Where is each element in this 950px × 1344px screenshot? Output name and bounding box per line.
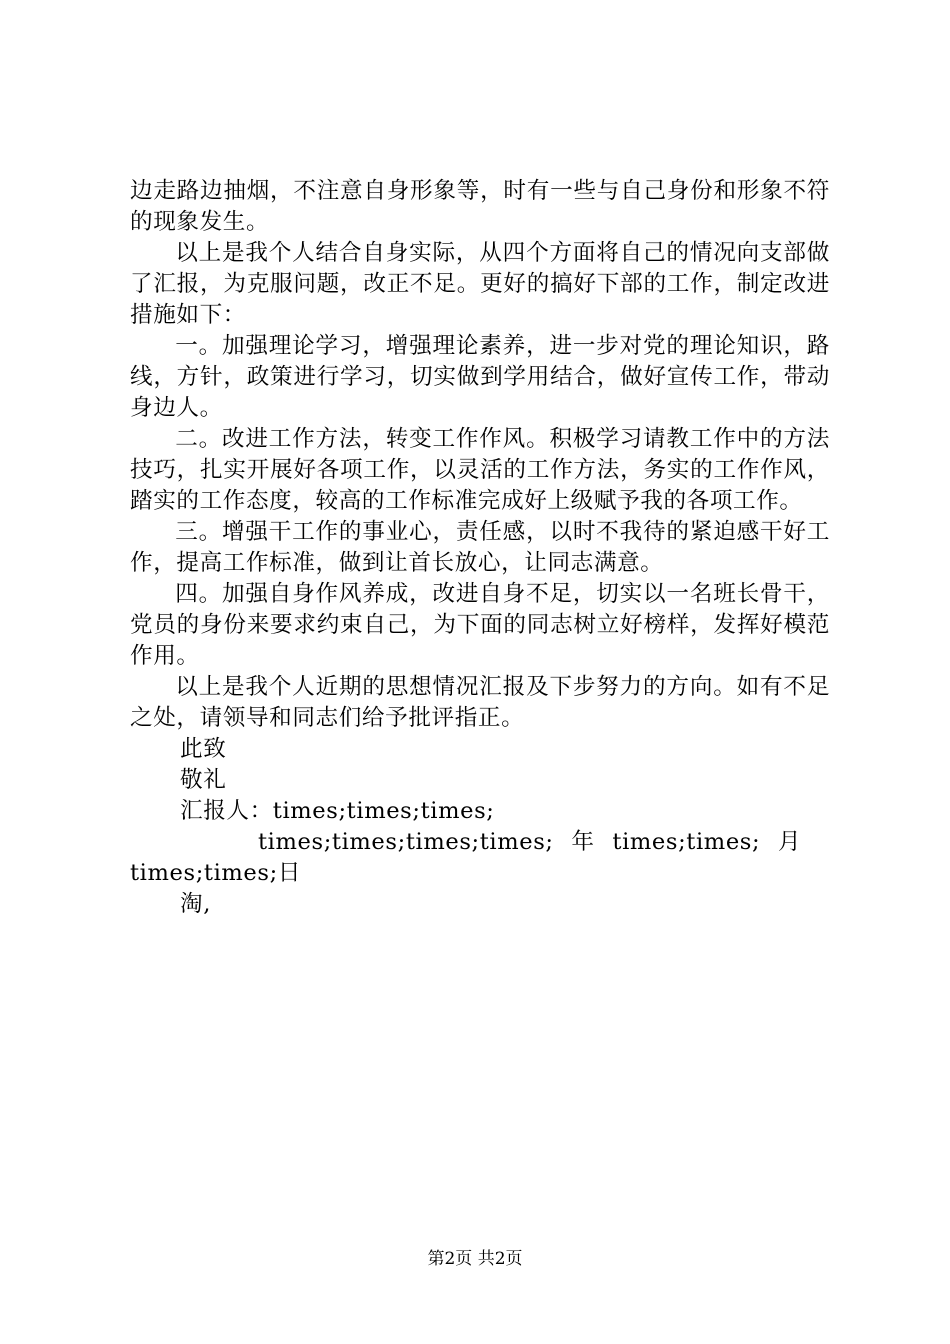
salutation-jingli: 敬礼 [180,767,227,793]
reporter-line: 汇报人：times;times;times; [180,798,495,824]
paragraph-measure-3: 三。增强干工作的事业心，责任感，以时不我待的紧迫感干好工作，提高工作标准，做到让首长放心，让同志满意。 [130,519,830,576]
trailing-text: 淘, [180,891,211,917]
paragraph-continuation: 边走路边抽烟，不注意自身形象等，时有一些与自己身份和形象不符的现象发生。 [130,178,830,235]
document-body [130,176,830,920]
paragraph-conclusion: 以上是我个人近期的思想情况汇报及下步努力的方向。如有不足之处，请领导和同志们给予批评指正。 [130,674,830,731]
date-continuation: times;times;日 [130,860,302,886]
salutation-cizhi: 此致 [180,736,227,762]
date-line: times;times;times;times; 年 times;times; 月 [258,829,802,855]
paragraph-measure-4: 四。加强自身作风养成，改进自身不足，切实以一名班长骨干，党员的身份来要求约束自己，为下面的同志树立好榜样，发挥好模范作用。 [130,581,830,669]
paragraph-measure-2: 二。改进工作方法，转变工作作风。积极学习请教工作中的方法技巧，扎实开展好各项工作，以灵活的工作方法，务实的工作作风，踏实的工作态度，较高的工作标准完成好上级赋予我的各项工作。 [130,426,830,514]
paragraph-measure-1: 一。加强理论学习，增强理论素养，进一步对党的理论知识，路线，方针，政策进行学习，切实做到学用结合，做好宣传工作，带动身边人。 [130,333,830,421]
paragraph-summary: 以上是我个人结合自身实际，从四个方面将自己的情况向支部做了汇报，为克服问题，改正不足。更好的搞好下部的工作，制定改进措施如下： [130,240,830,328]
page-number-footer: 第2页 共2页 [427,1249,523,1269]
